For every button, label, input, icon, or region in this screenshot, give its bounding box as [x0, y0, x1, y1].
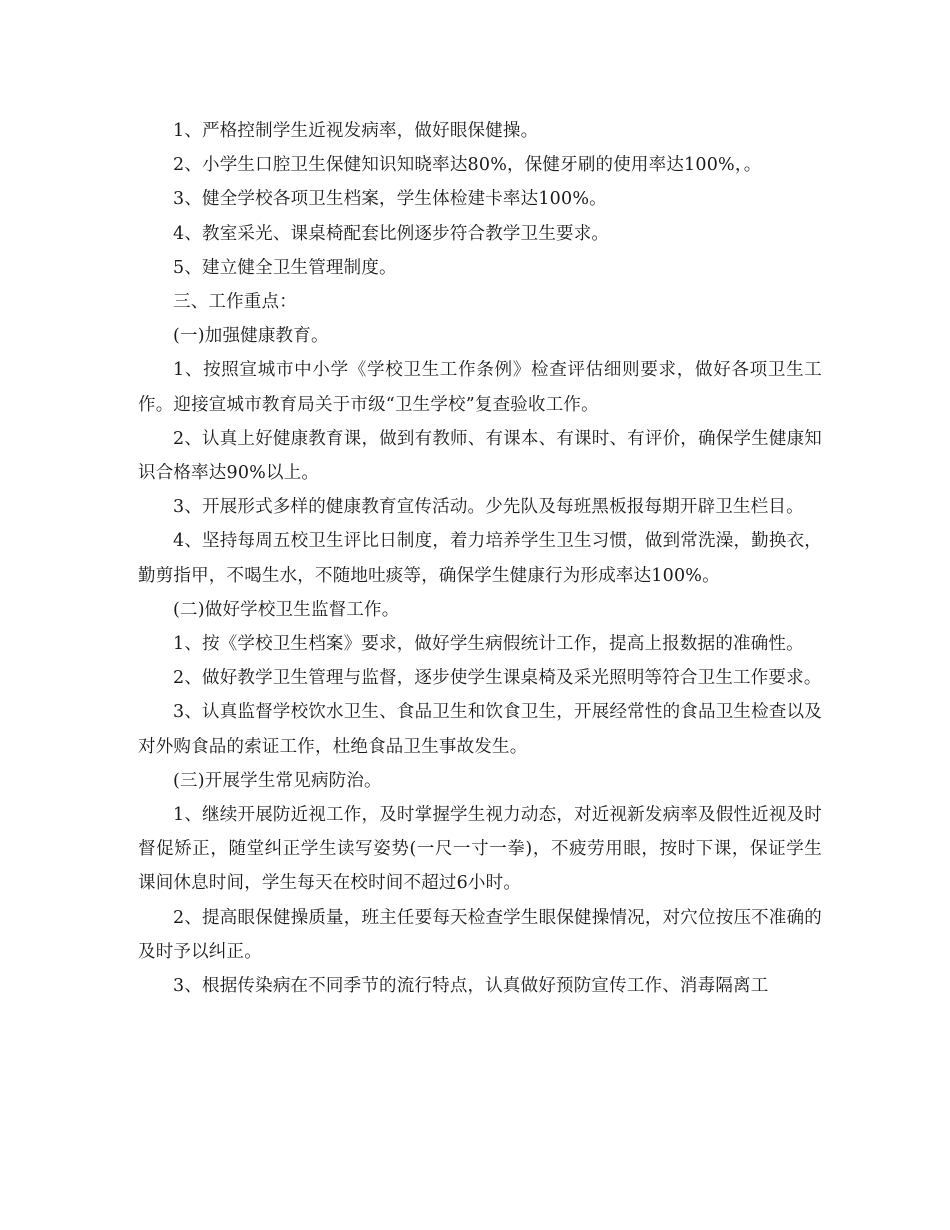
paragraph: 3、开展形式多样的健康教育宣传活动。少先队及每班黑板报每期开辟卫生栏目。 — [173, 497, 804, 518]
paragraph: 3、根据传染病在不同季节的流行特点，认真做好预防宣传工作、消毒隔离工 — [173, 976, 769, 997]
paragraph: 2、小学生口腔卫生保健知识知晓率达80%，保健牙刷的使用率达100%，。 — [173, 155, 762, 176]
paragraph: 1、严格控制学生近视发病率，做好眼保健操。 — [173, 121, 539, 141]
subsection-heading: (一)加强健康教育。 — [173, 326, 329, 347]
paragraph: 2、做好教学卫生管理与监督，逐步使学生课桌椅及采光照明等符合卫生工作要求。 — [173, 668, 822, 689]
paragraph: 2、认真上好健康教育课，做到有教师、有课本、有课时、有评价，确保学生健康知识合格率达90%以上。 — [138, 428, 822, 484]
paragraph: 1、继续开展防近视工作，及时掌握学生视力动态，对近视新发病率及假性近视及时督促矫正，随堂纠正学生读写姿势(一尺一寸一拳)，不疲劳用眼，按时下课，保证学生课间休息时间，学生每天在校时间不超过6小时。 — [138, 805, 822, 894]
paragraph: 5、建立健全卫生管理制度。 — [173, 257, 397, 278]
paragraph: 1、按《学校卫生档案》要求，做好学生病假统计工作，提高上报数据的准确性。 — [173, 634, 804, 655]
subsection-heading: (二)做好学校卫生监督工作。 — [173, 599, 400, 620]
document-body — [138, 114, 822, 1003]
subsection-heading: (三)开展学生常见病防治。 — [173, 770, 382, 791]
paragraph: 4、教室采光、课桌椅配套比例逐步符合教学卫生要求。 — [173, 223, 610, 244]
paragraph: 4、坚持每周五校卫生评比日制度，着力培养学生卫生习惯，做到常洗澡，勤换衣，勤剪指甲，不喝生水，不随地吐痰等，确保学生健康行为形成率达100%。 — [138, 531, 822, 586]
section-heading: 三、工作重点： — [173, 292, 297, 313]
paragraph: 3、健全学校各项卫生档案，学生体检建卡率达100%。 — [173, 189, 607, 210]
paragraph: 2、提高眼保健操质量，班主任要每天检查学生眼保健操情况，对穴位按压不准确的及时予以纠正。 — [138, 907, 822, 962]
paragraph: 3、认真监督学校饮水卫生、食品卫生和饮食卫生，开展经常性的食品卫生检查以及对外购食品的索证工作，杜绝食品卫生事故发生。 — [138, 702, 822, 757]
paragraph: 1、按照宣城市中小学《学校卫生工作条例》检查评估细则要求，做好各项卫生工作。迎接宣城市教育局关于市级“卫生学校”复查验收工作。 — [138, 360, 822, 415]
